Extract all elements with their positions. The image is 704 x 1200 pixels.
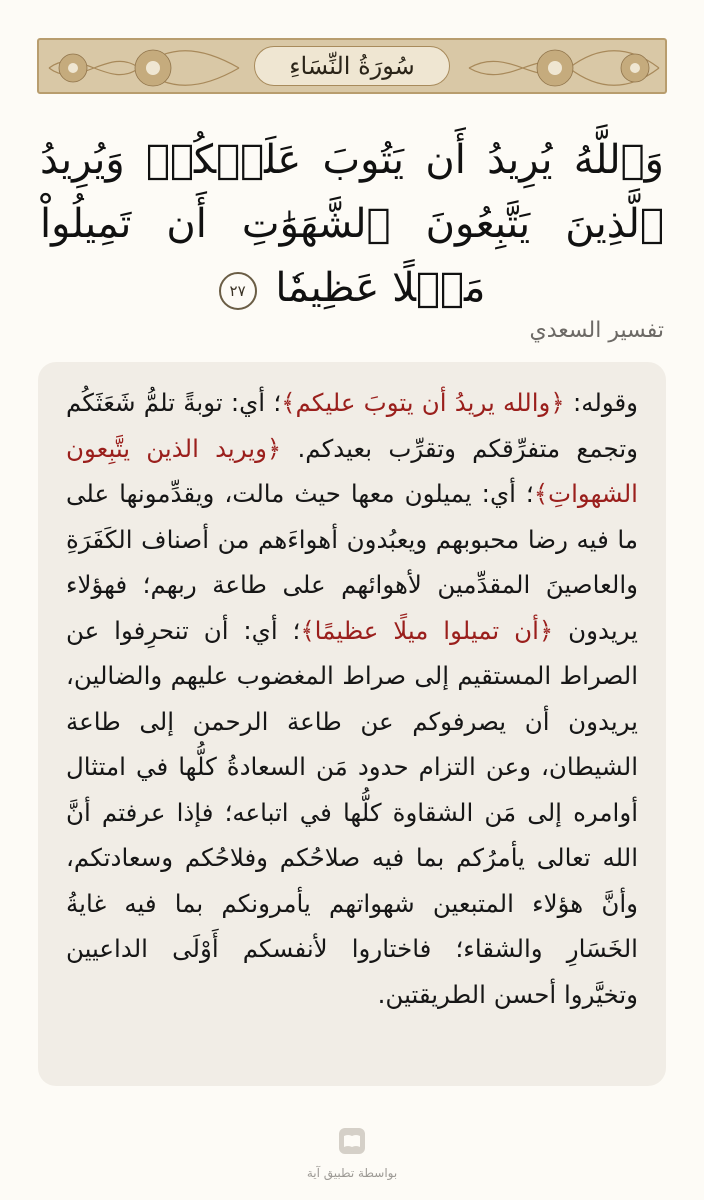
tafsir-text bbox=[66, 380, 638, 1017]
open-book-icon bbox=[339, 1128, 365, 1154]
verse-text bbox=[40, 128, 664, 320]
quran-quote-1: ﴿والله يريدُ أن يتوبَ عليكم﴾ bbox=[281, 388, 565, 417]
footer bbox=[0, 1128, 704, 1180]
surah-banner bbox=[37, 38, 667, 94]
verse-number-badge: ٢٧ bbox=[219, 272, 257, 310]
verse-body: وَٱللَّهُ يُرِيدُ أَن يَتُوبَ عَلَيۡكُمۡ وَيُرِيدُ ٱلَّذِينَ يَتَّبِعُونَ ٱلشَّهَوَٰتِ أَن تَمِيلُواْ مَيۡلًا عَظِيمٗا bbox=[40, 137, 664, 311]
quran-quote-2: ﴿ويريد الذين يتَّبِعون الشهواتِ﴾ bbox=[66, 433, 638, 508]
footer-label: بواسطة تطبيق آية bbox=[306, 1166, 398, 1180]
tafsir-part-2: ؛ أي: توبةً تلمُّ شَعَثَكُم وتجمع متفرِّقكم وتقرِّب بعيدكم. bbox=[66, 388, 638, 463]
tafsir-card bbox=[38, 362, 666, 1086]
quran-quote-3: ﴿أن تميلوا ميلًا عظيمًا﴾ bbox=[300, 615, 554, 645]
surah-name: سُورَةُ النِّسَاءِ bbox=[289, 52, 415, 80]
tafsir-part-1: وقوله: bbox=[564, 388, 639, 417]
tafsir-title: تفسير السعدي bbox=[529, 318, 664, 343]
surah-title-cartouche bbox=[254, 46, 450, 86]
tafsir-part-4: ؛ أي: أن تنحرِفوا عن الصراط المستقيم إلى صراط المغضوب عليهم والضالين، يريدون أن يصرفوكم عن طاعة الرحمن إلى طاعة الشيطان، وعن التزام حدود مَن السعادةُ كلُّها في امتثال أوامره إلى مَن الشقاوة كلُّها في اتباعه؛ فإذا عرفتم أنَّ الله تعالى يأمرُكم بما فيه صلاحُكم وفلاحُكم وسعادتكم، وأنَّ هؤلاء المتبعين شهواتهم يأمرونكم بما فيه غايةُ الخَسَارِ والشقاء؛ فاختاروا لأنفسكم أَوْلَى الداعيين وتخيَّروا أحسن الطريقتين. bbox=[66, 615, 638, 1009]
tafsir-part-3: ؛ أي: يميلون معها حيث مالت، ويقدِّمونها على ما فيه رضا محبوبهم ويعبُدون أهواءَهم من أصناف الكَفَرَةِ والعاصينَ المقدِّمين لأهوائهم على طاعة ربهم؛ فهؤلاء يريدون bbox=[66, 479, 638, 645]
